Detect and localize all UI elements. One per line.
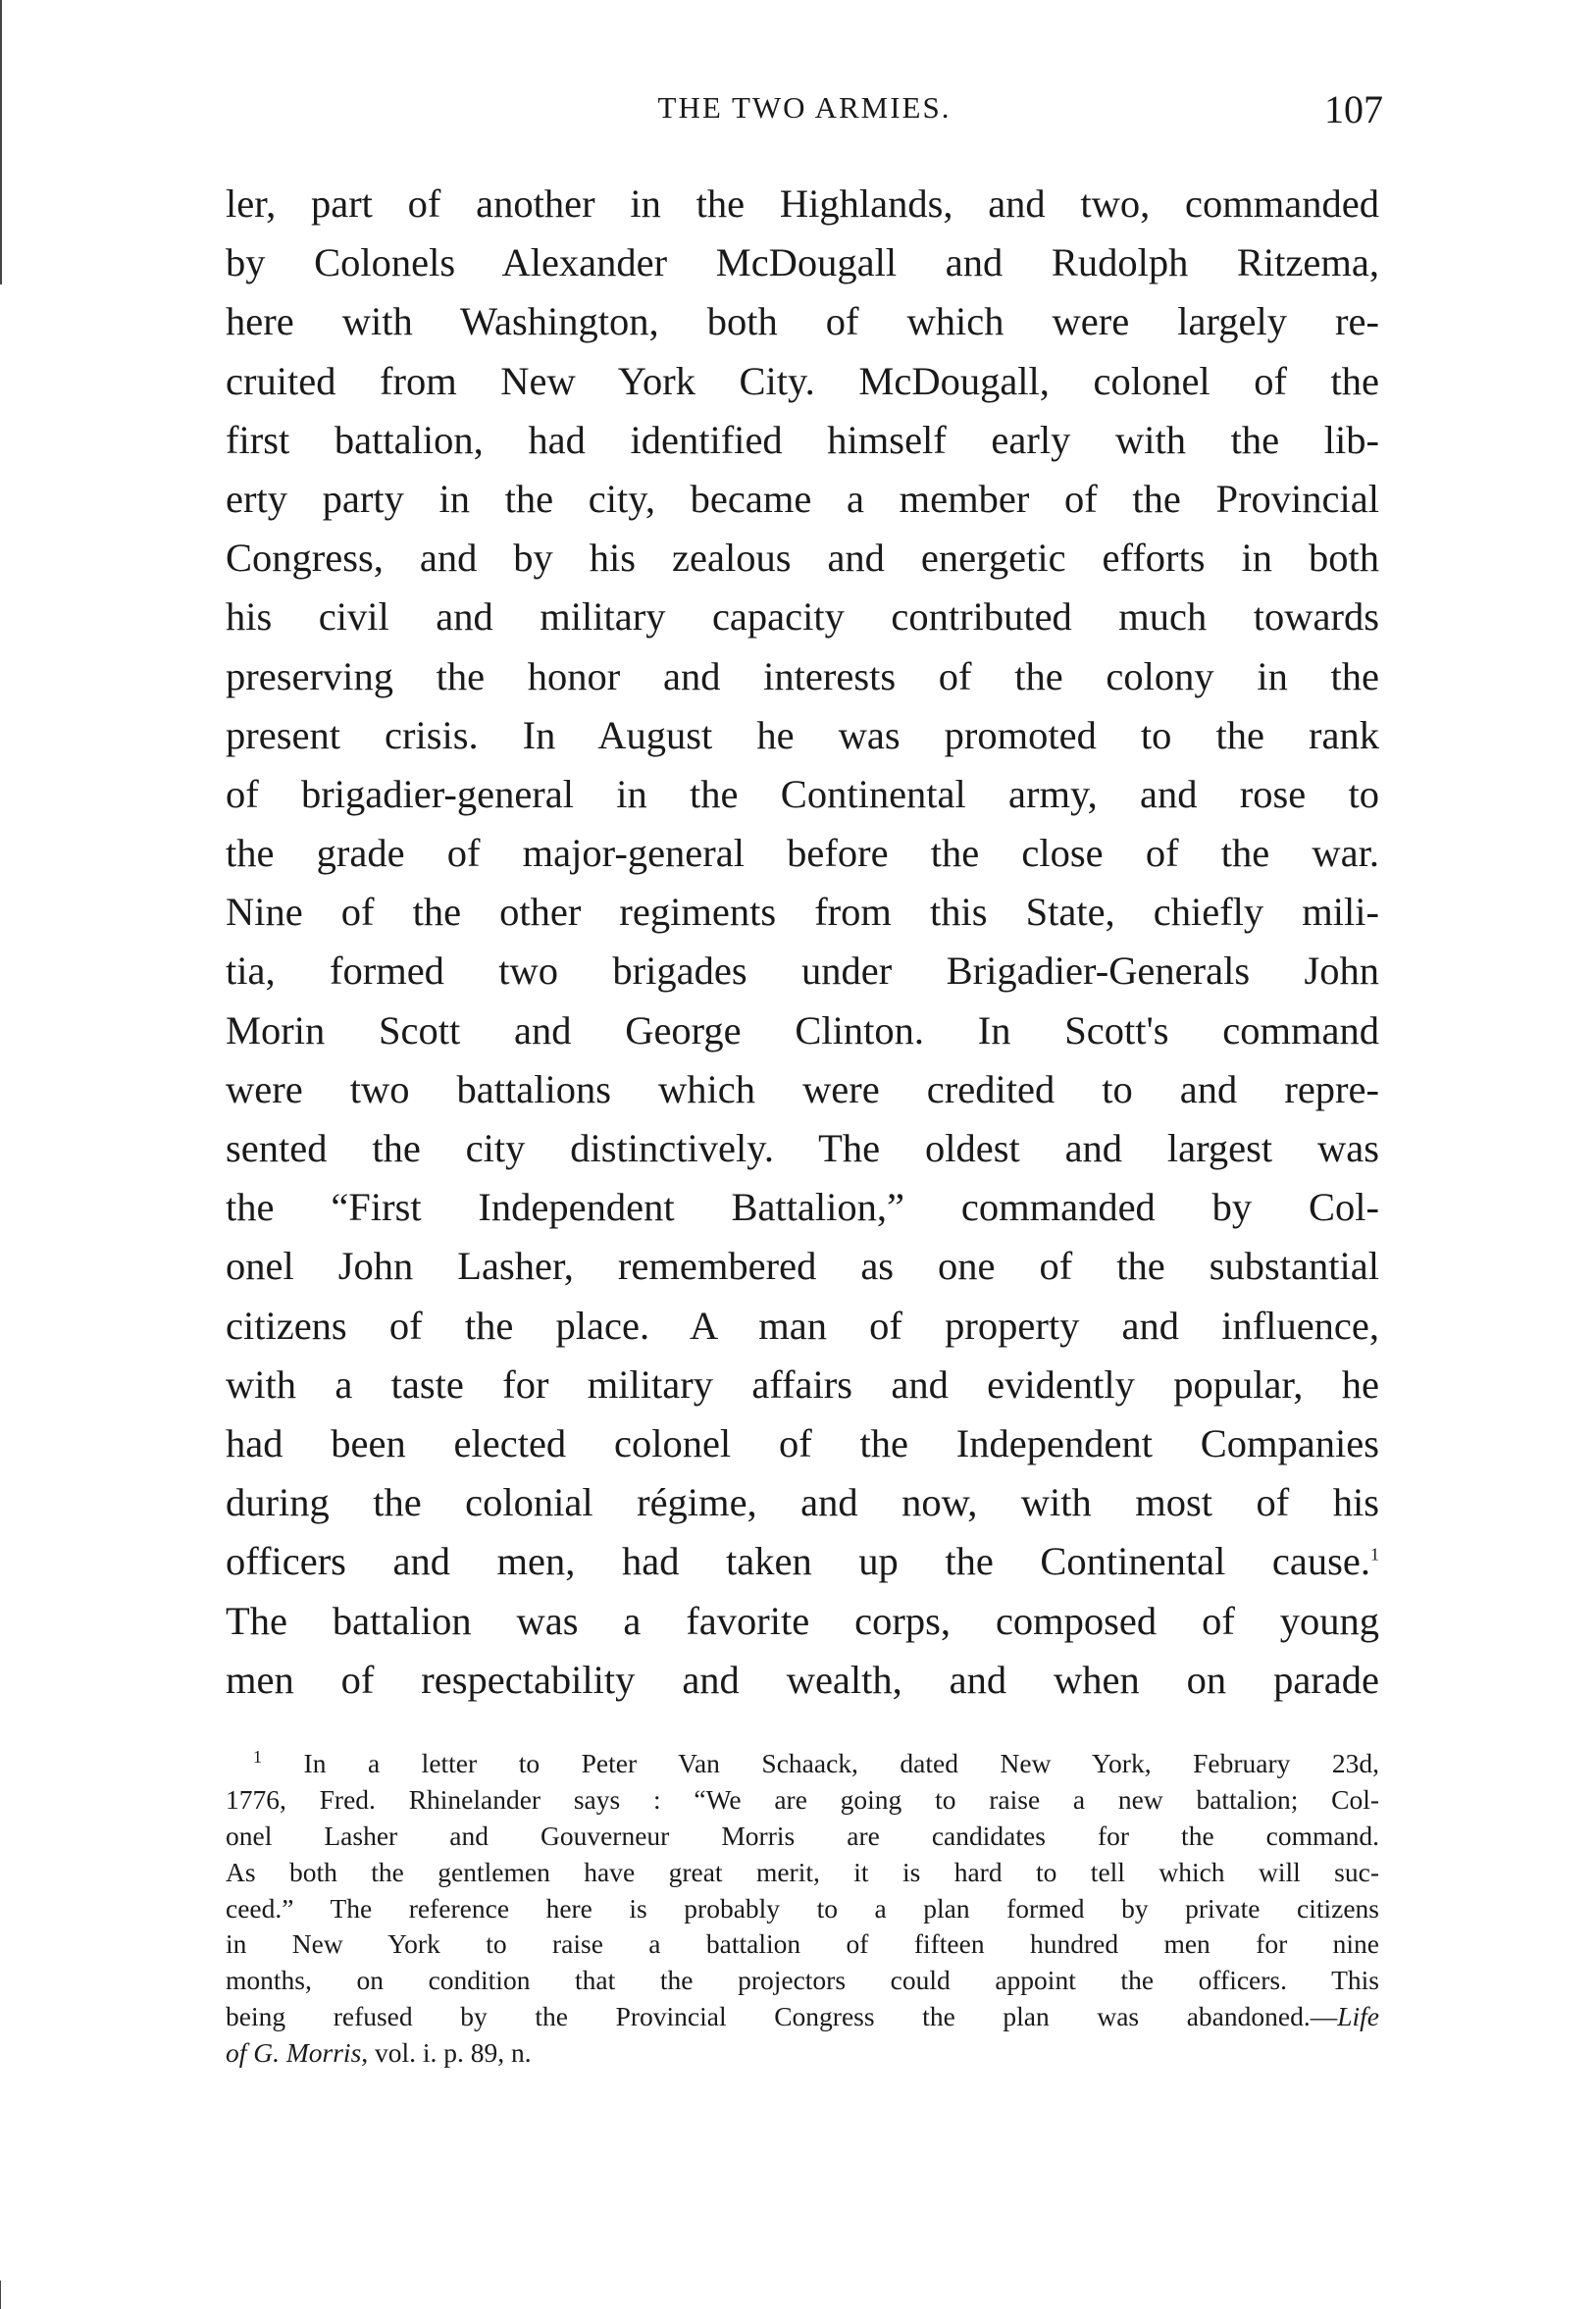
- body-line-text: officers and men, had taken up the Continental cause.: [226, 1539, 1370, 1584]
- footnote: [226, 1746, 1379, 2072]
- body-line: present crisis. In August he was promoted to the rank: [226, 712, 1379, 757]
- body-line: of brigadier-general in the Continental army, and rose to: [226, 771, 1379, 816]
- scan-edge-mark: [0, 0, 2, 284]
- footnote-line: As both the gentlemen have great merit, it is hard to tell which will suc-: [226, 1856, 1379, 1887]
- running-title: THE TWO ARMIES.: [657, 90, 952, 125]
- body-line: The battalion was a favorite corps, composed of young: [226, 1598, 1379, 1643]
- body-line: men of respectability and wealth, and when on parade: [226, 1657, 1379, 1702]
- footnote-citation-title: of G. Morris: [226, 2037, 362, 2069]
- body-line: his civil and military capacity contributed much towards: [226, 594, 1379, 640]
- footnote-line: onel Lasher and Gouverneur Morris are candidates for the command.: [226, 1820, 1379, 1851]
- body-line: during the colonial régime, and now, with most of his: [226, 1480, 1379, 1525]
- body-line: first battalion, had identified himself early with the lib-: [226, 417, 1379, 462]
- body-line: with a taste for military affairs and evidently popular, he: [226, 1361, 1379, 1407]
- body-line: erty party in the city, became a member of the Provincial: [226, 476, 1379, 521]
- body-line: onel John Lasher, remembered as one of the substantial: [226, 1244, 1379, 1289]
- footnote-citation-rest: , vol. i. p. 89, n.: [361, 2037, 532, 2069]
- footnote-line-text: In a letter to Peter Van Schaack, dated New York, February 23d,: [303, 1748, 1379, 1778]
- footnote-marker: 1: [253, 1746, 262, 1767]
- running-head: [226, 87, 1383, 139]
- body-line: citizens of the place. A man of property and influence,: [226, 1303, 1379, 1348]
- body-line: Congress, and by his zealous and energetic efforts in both: [226, 536, 1379, 581]
- footnote-line: ceed.” The reference here is probably to a plan formed by private citizens: [226, 1892, 1379, 1924]
- body-line: cruited from New York City. McDougall, colonel of the: [226, 358, 1379, 403]
- body-line: had been elected colonel of the Independent Companies: [226, 1420, 1379, 1465]
- scan-edge-mark: [0, 2281, 1, 2309]
- body-line: the grade of major-general before the close of the war.: [226, 831, 1379, 876]
- footnote-line: [226, 2035, 1379, 2072]
- body-line: tia, formed two brigades under Brigadier-Generals John: [226, 949, 1379, 994]
- body-line: here with Washington, both of which were largely re-: [226, 299, 1379, 344]
- body-line: the “First Independent Battalion,” commanded by Col-: [226, 1185, 1379, 1230]
- body-line: Morin Scott and George Clinton. In Scott's command: [226, 1007, 1379, 1052]
- body-line: by Colonels Alexander McDougall and Rudolph Ritzema,: [226, 240, 1379, 285]
- footnote-line: months, on condition that the projectors could appoint the officers. This: [226, 1965, 1379, 1996]
- footnote-line: [226, 1746, 1379, 1782]
- body-line: were two battalions which were credited to and repre-: [226, 1066, 1379, 1111]
- body-text: [226, 175, 1379, 1710]
- body-line: preserving the honor and interests of the colony in the: [226, 653, 1379, 698]
- footnote-line: in New York to raise a battalion of fifteen hundred men for nine: [226, 1928, 1379, 1960]
- page-number: 107: [1324, 87, 1383, 131]
- footnote-reference: 1: [1370, 1544, 1379, 1565]
- body-line-with-note: [226, 1532, 1379, 1591]
- body-line: sented the city distinctively. The oldest and largest was: [226, 1126, 1379, 1170]
- footnote-line: [226, 1999, 1379, 2035]
- footnote-line: 1776, Fred. Rhinelander says : “We are going to raise a new battalion; Col-: [226, 1783, 1379, 1815]
- footnote-citation-title: Life: [1337, 2001, 1379, 2032]
- body-line: ler, part of another in the Highlands, and two, commanded: [226, 181, 1379, 226]
- footnote-line-text: being refused by the Provincial Congress the plan was abandoned.—: [226, 2001, 1338, 2032]
- body-line: Nine of the other regiments from this State, chiefly mili-: [226, 890, 1379, 935]
